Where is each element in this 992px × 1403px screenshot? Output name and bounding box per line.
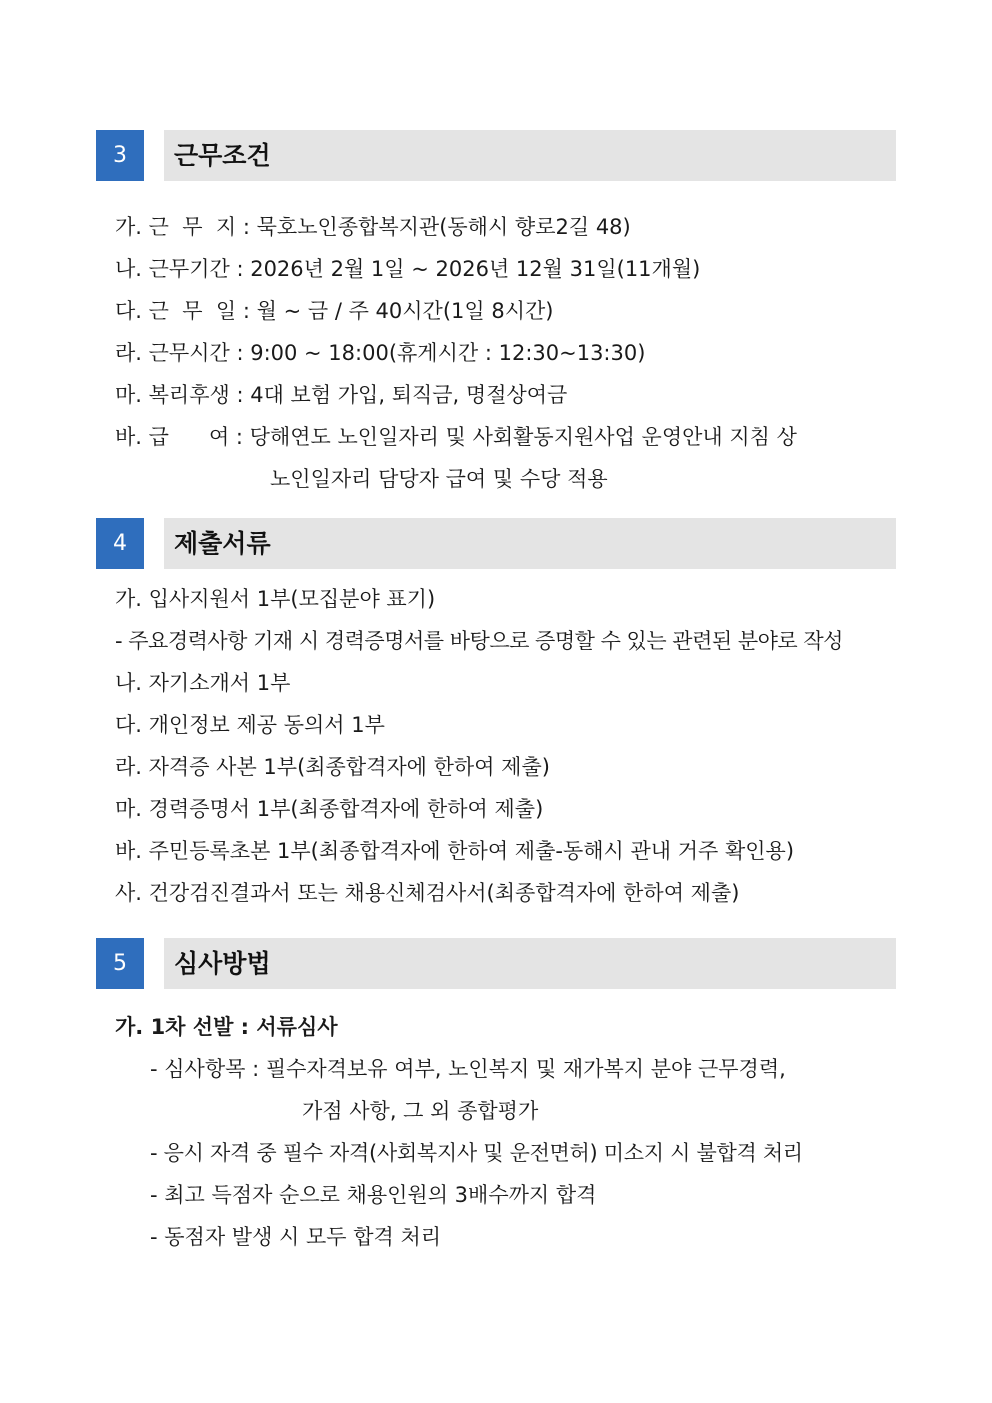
first-selection-line: 가. 1차 선발 : 서류심사 <box>115 1015 338 1039</box>
work-days-line: 다. 근 무 일 : 월 ~ 금 / 주 40시간(1일 8시간) <box>115 299 554 323</box>
document-item: 사. 건강검진결과서 또는 채용신체검사서(최종합격자에 한하여 제출) <box>115 881 740 905</box>
section-4-header <box>96 518 896 569</box>
work-hours-line: 라. 근무시간 : 9:00 ~ 18:00(휴게시간 : 12:30~13:30) <box>115 341 646 365</box>
document-item: 다. 개인정보 제공 동의서 1부 <box>115 713 385 737</box>
section-title-bar <box>164 518 896 569</box>
section-number: 3 <box>96 130 144 181</box>
section-5-header <box>96 938 896 989</box>
document-note: - 주요경력사항 기재 시 경력증명서를 바탕으로 증명할 수 있는 관련된 분야로 작성 <box>115 629 843 653</box>
pass-rule-line: - 최고 득점자 순으로 채용인원의 3배수까지 합격 <box>150 1183 597 1207</box>
section-3-header <box>96 130 896 181</box>
review-criteria-line: - 심사항목 : 필수자격보유 여부, 노인복지 및 재가복지 분야 근무경력, <box>150 1057 786 1081</box>
work-location-line: 가. 근 무 지 : 묵호노인종합복지관(동해시 향로2길 48) <box>115 215 631 239</box>
section-number: 4 <box>96 518 144 569</box>
benefits-line: 마. 복리후생 : 4대 보험 가입, 퇴직금, 명절상여금 <box>115 383 568 407</box>
salary-line-continued: 노인일자리 담당자 급여 및 수당 적용 <box>270 467 608 491</box>
section-number: 5 <box>96 938 144 989</box>
section-title: 제출서류 <box>174 529 271 558</box>
document-item: 바. 주민등록초본 1부(최종합격자에 한하여 제출-동해시 관내 거주 확인용) <box>115 839 795 863</box>
document-item: 마. 경력증명서 1부(최종합격자에 한하여 제출) <box>115 797 544 821</box>
document-item: 라. 자격증 사본 1부(최종합격자에 한하여 제출) <box>115 755 550 779</box>
document-item: 가. 입사지원서 1부(모집분야 표기) <box>115 587 436 611</box>
tie-rule-line: - 동점자 발생 시 모두 합격 처리 <box>150 1225 442 1249</box>
section-title: 근무조건 <box>174 141 271 170</box>
document-item: 나. 자기소개서 1부 <box>115 671 291 695</box>
work-period-line: 나. 근무기간 : 2026년 2월 1일 ~ 2026년 12월 31일(11개월) <box>115 257 701 281</box>
disqualification-line: - 응시 자격 중 필수 자격(사회복지사 및 운전면허) 미소지 시 불합격 처리 <box>150 1141 803 1165</box>
section-title: 심사방법 <box>174 949 271 978</box>
review-criteria-continued: 가점 사항, 그 외 종합평가 <box>302 1099 539 1123</box>
section-title-bar <box>164 938 896 989</box>
salary-line: 바. 급 여 : 당해연도 노인일자리 및 사회활동지원사업 운영안내 지침 상 <box>115 425 797 449</box>
section-title-bar <box>164 130 896 181</box>
